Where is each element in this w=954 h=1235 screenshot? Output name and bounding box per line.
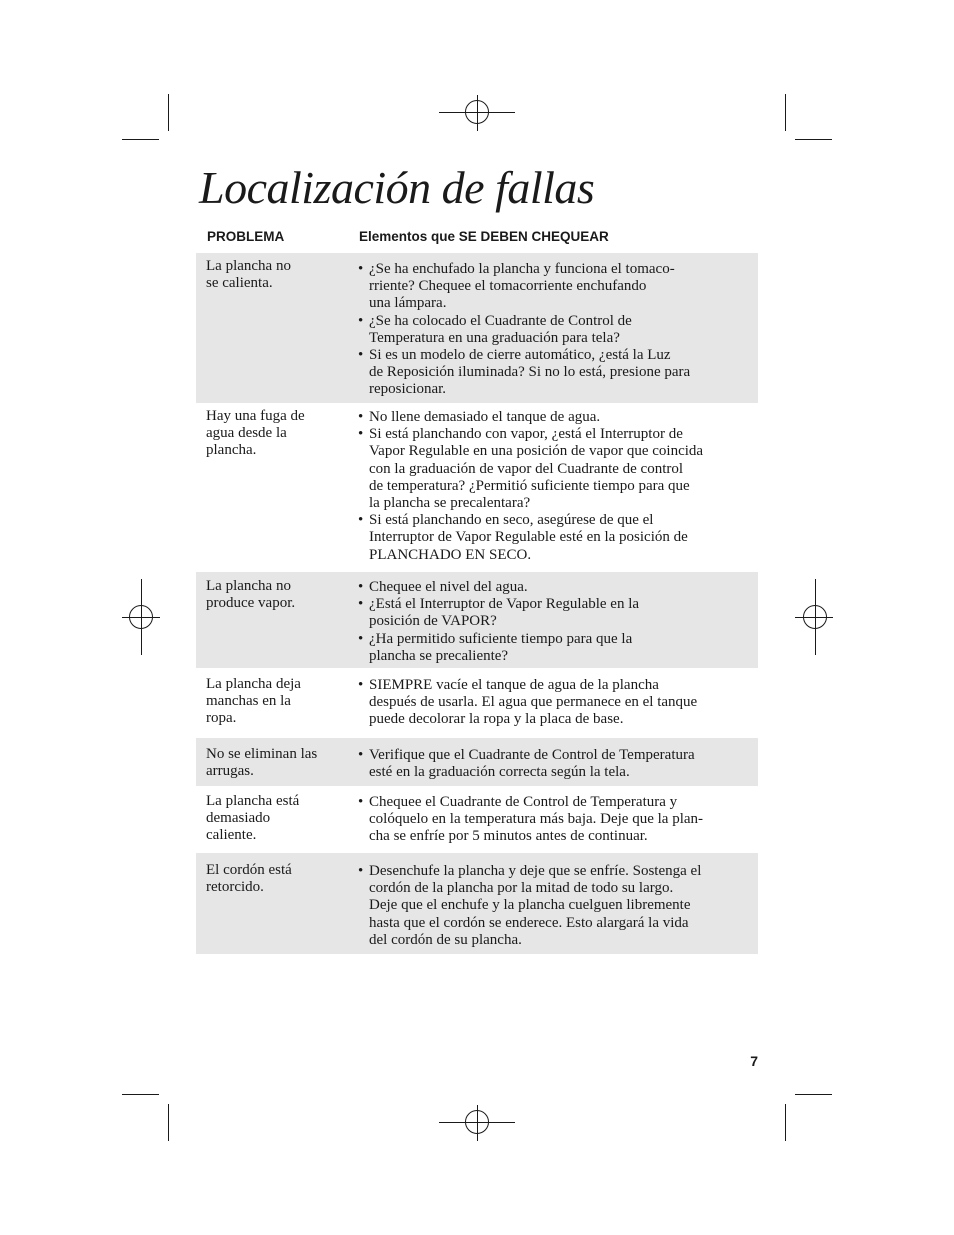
problem-text-line: La plancha está [206, 793, 300, 809]
crop-mark [168, 1104, 169, 1141]
solution-cell [358, 677, 754, 729]
solution-text-line: del cordón de su plancha. [369, 931, 522, 948]
crop-mark [785, 1104, 786, 1141]
solution-text-line: hasta que el cordón se enderece. Esto alargará la vida [369, 914, 689, 931]
solution-cell [358, 794, 754, 846]
solution-cell [358, 863, 754, 949]
solution-text-line: después de usarla. El agua que permanece en el tanque [369, 694, 698, 711]
solution-text-line: Verifique que el Cuadrante de Control de Temperatura [369, 747, 695, 763]
solution-item [358, 409, 754, 426]
bullet-icon: • [358, 863, 364, 879]
solution-text-line: SIEMPRE vacíe el tanque de agua de la plancha [369, 677, 659, 693]
crop-mark [795, 139, 832, 140]
solution-text-line: Si está planchando en seco, asegúrese de que el [369, 512, 654, 529]
problem-cell [206, 258, 341, 292]
problem-text-line: retorcido. [206, 879, 264, 896]
solution-text-line: una lámpara. [369, 295, 447, 312]
bullet-icon: • [358, 794, 364, 810]
problem-text-line: caliente. [206, 827, 257, 844]
bullet-icon: • [358, 596, 364, 613]
solution-cell [358, 409, 754, 564]
solution-text-line: ¿Se ha colocado el Cuadrante de Control de [369, 312, 632, 329]
solution-text-line: cha se enfríe por 5 minutos antes de continuar. [369, 828, 648, 845]
problem-text-line: No se eliminan las [206, 746, 318, 762]
problem-text-line: plancha. [206, 442, 257, 459]
table-row [196, 253, 758, 403]
crop-mark [795, 1094, 832, 1095]
problem-cell [206, 578, 341, 612]
problem-text-line: arrugas. [206, 763, 254, 780]
solution-text-line: rriente? Chequee el tomacorriente enchufando [369, 278, 647, 295]
problem-cell [206, 746, 341, 780]
bullet-icon: • [358, 512, 364, 529]
problem-text-line: La plancha no [206, 258, 291, 274]
solution-text-line: Desenchufe la plancha y deje que se enfríe. Sostenga el [369, 863, 702, 879]
page-number: 7 [750, 1053, 758, 1069]
bullet-icon: • [358, 426, 364, 443]
bullet-icon: • [358, 347, 364, 364]
table-row [196, 738, 758, 786]
bullet-icon: • [358, 579, 364, 595]
troubleshooting-table [196, 253, 758, 954]
solution-text-line: PLANCHADO EN SECO. [369, 546, 532, 563]
solution-item [358, 261, 754, 313]
solution-item [358, 426, 754, 512]
solution-text-line: de Reposición iluminada? Si no lo está, presione para [369, 364, 691, 381]
solution-item [358, 747, 754, 781]
crop-mark [122, 1094, 159, 1095]
problem-text-line: El cordón está [206, 862, 292, 878]
bullet-icon: • [358, 677, 364, 693]
problem-column-header: PROBLEMA [207, 229, 285, 244]
solution-text-line: Deje que el enchufe y la plancha cuelguen libremente [369, 897, 691, 914]
table-row [196, 853, 758, 954]
problem-cell [206, 793, 341, 845]
solution-text-line: ¿Se ha enchufado la plancha y funciona el tomaco- [369, 261, 675, 277]
solution-text-line: la plancha se precalentara? [369, 495, 531, 512]
solution-text-line: ¿Está el Interruptor de Vapor Regulable en la [369, 596, 640, 613]
solution-text-line: Si está planchando con vapor, ¿está el Interruptor de [369, 426, 683, 443]
problem-text-line: manchas en la [206, 693, 291, 710]
solution-item [358, 863, 754, 949]
table-row [196, 668, 758, 738]
solution-cell [358, 261, 754, 399]
solution-item [358, 794, 754, 846]
problem-cell [206, 676, 341, 728]
problem-text-line: produce vapor. [206, 595, 296, 612]
solution-text-line: ¿Ha permitido suficiente tiempo para que la [369, 630, 633, 647]
solution-item [358, 313, 754, 347]
problem-cell [206, 862, 341, 896]
crop-mark [122, 139, 159, 140]
check-column-header: Elementos que SE DEBEN CHEQUEAR [359, 229, 609, 244]
problem-text-line: ropa. [206, 710, 237, 727]
solution-text-line: Temperatura en una graduación para tela? [369, 329, 620, 346]
problem-text-line: se calienta. [206, 275, 273, 292]
solution-cell [358, 747, 754, 781]
solution-text-line: No llene demasiado el tanque de agua. [369, 409, 601, 425]
bullet-icon: • [358, 409, 364, 425]
solution-text-line: posición de VAPOR? [369, 613, 497, 630]
problem-text-line: demasiado [206, 810, 271, 827]
problem-text-line: La plancha no [206, 578, 291, 594]
solution-item [358, 677, 754, 729]
solution-text-line: con la graduación de vapor del Cuadrante de control [369, 460, 684, 477]
solution-text-line: Interruptor de Vapor Regulable esté en la posición de [369, 529, 688, 546]
solution-item [358, 579, 754, 596]
table-row [196, 403, 758, 572]
problem-cell [206, 408, 341, 460]
solution-text-line: puede decolorar la ropa y la placa de base. [369, 711, 624, 728]
solution-text-line: Si es un modelo de cierre automático, ¿está la Luz [369, 347, 671, 364]
solution-text-line: esté en la graduación correcta según la tela. [369, 764, 630, 781]
problem-text-line: agua desde la [206, 425, 287, 442]
solution-text-line: plancha se precaliente? [369, 647, 509, 664]
solution-text-line: de temperatura? ¿Permitió suficiente tiempo para que [369, 477, 690, 494]
bullet-icon: • [358, 630, 364, 647]
solution-text-line: Vapor Regulable en una posición de vapor que coincida [369, 443, 704, 460]
solution-item [358, 512, 754, 564]
solution-text-line: colóquelo en la temperatura más baja. Deje que la plan- [369, 811, 704, 828]
solution-text-line: cordón de la plancha por la mitad de todo su largo. [369, 880, 674, 897]
crop-mark [785, 94, 786, 131]
problem-text-line: Hay una fuga de [206, 408, 305, 424]
crop-mark [168, 94, 169, 131]
solution-cell [358, 579, 754, 665]
page-title: Localización de fallas [199, 162, 595, 213]
solution-item [358, 596, 754, 630]
solution-item [358, 631, 754, 665]
problem-text-line: La plancha deja [206, 676, 301, 692]
solution-text-line: Chequee el Cuadrante de Control de Temperatura y [369, 794, 678, 810]
table-row [196, 786, 758, 853]
bullet-icon: • [358, 261, 364, 277]
table-row [196, 572, 758, 668]
solution-text-line: reposicionar. [369, 381, 447, 398]
solution-item [358, 347, 754, 399]
solution-text-line: Chequee el nivel del agua. [369, 579, 528, 595]
bullet-icon: • [358, 312, 364, 329]
bullet-icon: • [358, 747, 364, 763]
